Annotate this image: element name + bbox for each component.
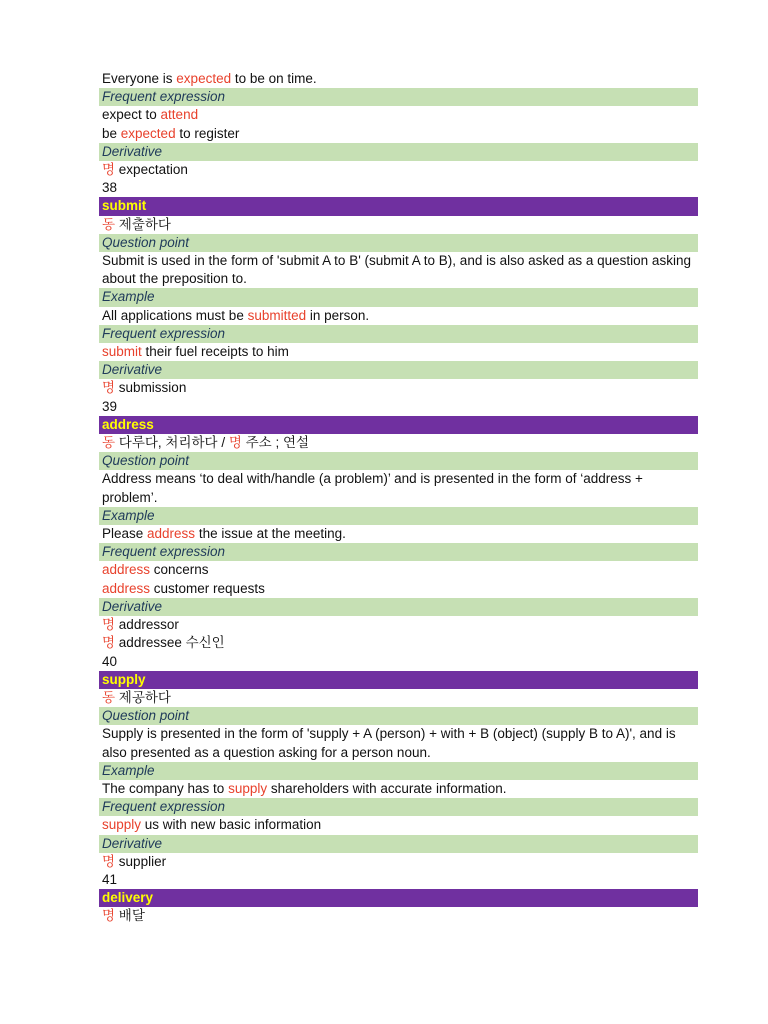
text-fragment: Address means ‘to deal with/handle (a problem)’ and is presented in the form of ‘address + problem’. <box>102 471 643 505</box>
content-row <box>99 634 698 652</box>
content-row <box>99 252 698 288</box>
section-label: Example <box>99 288 698 306</box>
highlighted-term: 동 <box>102 216 116 232</box>
highlighted-term: expected <box>176 71 232 86</box>
content-row <box>99 70 698 88</box>
entry-number: 40 <box>102 653 118 669</box>
content-row <box>99 161 698 179</box>
highlighted-term: expected <box>120 125 176 141</box>
highlighted-term: address <box>147 526 196 542</box>
text-fragment: be <box>102 125 121 141</box>
highlighted-term: address <box>102 580 151 596</box>
text-fragment: to be on time. <box>231 71 317 86</box>
text-fragment: expectation <box>115 162 188 178</box>
highlighted-term: 명 <box>102 617 116 633</box>
text-fragment: 제공하다 <box>115 689 171 705</box>
text-fragment: supplier <box>115 853 167 869</box>
highlighted-term: 동 <box>102 435 116 451</box>
content-row <box>99 907 698 925</box>
entry-number: 39 <box>102 398 118 414</box>
vocabulary-sheet <box>99 70 698 926</box>
content-row <box>99 580 698 598</box>
text-fragment: 주소 ; 연설 <box>241 435 310 451</box>
text-fragment: Everyone is <box>102 71 177 86</box>
text-fragment: All applications must be <box>102 307 248 323</box>
content-row <box>99 561 698 579</box>
text-fragment: Please <box>102 526 148 542</box>
section-label: Example <box>99 762 698 780</box>
section-label: Question point <box>99 234 698 252</box>
section-label: Derivative <box>99 598 698 616</box>
section-label: Frequent expression <box>99 325 698 343</box>
content-row <box>99 434 698 452</box>
highlighted-term: 동 <box>102 689 116 705</box>
content-row <box>99 470 698 506</box>
text-fragment: 배달 <box>115 908 145 924</box>
content-row <box>99 780 698 798</box>
section-label: Question point <box>99 707 698 725</box>
text-fragment: shareholders with accurate information. <box>267 780 507 796</box>
text-fragment: the issue at the meeting. <box>195 526 346 542</box>
headword: submit <box>99 197 698 215</box>
content-row <box>99 307 698 325</box>
text-fragment: 제출하다 <box>115 216 171 232</box>
section-label: Derivative <box>99 835 698 853</box>
content-row <box>99 106 698 124</box>
highlighted-term: attend <box>160 107 199 123</box>
headword: delivery <box>99 889 698 907</box>
text-fragment: expect to <box>102 107 161 123</box>
highlighted-term: 명 <box>102 162 116 178</box>
content-row <box>99 853 698 871</box>
section-label: Derivative <box>99 361 698 379</box>
highlighted-term: supply <box>228 780 268 796</box>
content-row <box>99 343 698 361</box>
text-fragment: us with new basic information <box>141 817 322 833</box>
headword: supply <box>99 671 698 689</box>
entry-number: 41 <box>102 871 118 887</box>
section-label: Question point <box>99 452 698 470</box>
highlighted-term: 명 <box>102 635 116 651</box>
entry-number: 38 <box>102 180 118 196</box>
text-fragment: submission <box>115 380 187 396</box>
text-fragment: 다루다, 처리하다 / <box>115 435 229 451</box>
section-label: Frequent expression <box>99 543 698 561</box>
section-label: Frequent expression <box>99 798 698 816</box>
content-row <box>99 616 698 634</box>
highlighted-term: address <box>102 562 151 578</box>
section-label: Derivative <box>99 143 698 161</box>
text-fragment: their fuel receipts to him <box>141 344 289 360</box>
section-label: Example <box>99 507 698 525</box>
content-row <box>99 689 698 707</box>
text-fragment: in person. <box>306 307 370 323</box>
section-label: Frequent expression <box>99 88 698 106</box>
highlighted-term: 명 <box>102 853 116 869</box>
highlighted-term: submit <box>102 344 142 360</box>
text-fragment: to register <box>175 125 240 141</box>
text-fragment: customer requests <box>150 580 265 596</box>
text-fragment: concerns <box>150 562 209 578</box>
text-fragment: Supply is presented in the form of 'supply + A (person) + with + B (object) (supply B to A)', and is also presented as a question asking for a person noun. <box>102 726 676 760</box>
content-row <box>99 125 698 143</box>
highlighted-term: supply <box>102 817 142 833</box>
text-fragment: addressor <box>115 617 179 633</box>
text-fragment: Submit is used in the form of 'submit A to B' (submit A to B), and is also asked as a question asking about the preposition to. <box>102 253 691 287</box>
highlighted-term: 명 <box>102 380 116 396</box>
text-fragment: addressee 수신인 <box>115 635 225 651</box>
content-row <box>99 216 698 234</box>
highlighted-term: submitted <box>247 307 307 323</box>
headword: address <box>99 416 698 434</box>
text-fragment: The company has to <box>102 780 229 796</box>
content-row <box>99 816 698 834</box>
content-row <box>99 725 698 761</box>
content-row <box>99 379 698 397</box>
highlighted-term: 명 <box>228 435 242 451</box>
highlighted-term: 명 <box>102 908 116 924</box>
content-row <box>99 525 698 543</box>
